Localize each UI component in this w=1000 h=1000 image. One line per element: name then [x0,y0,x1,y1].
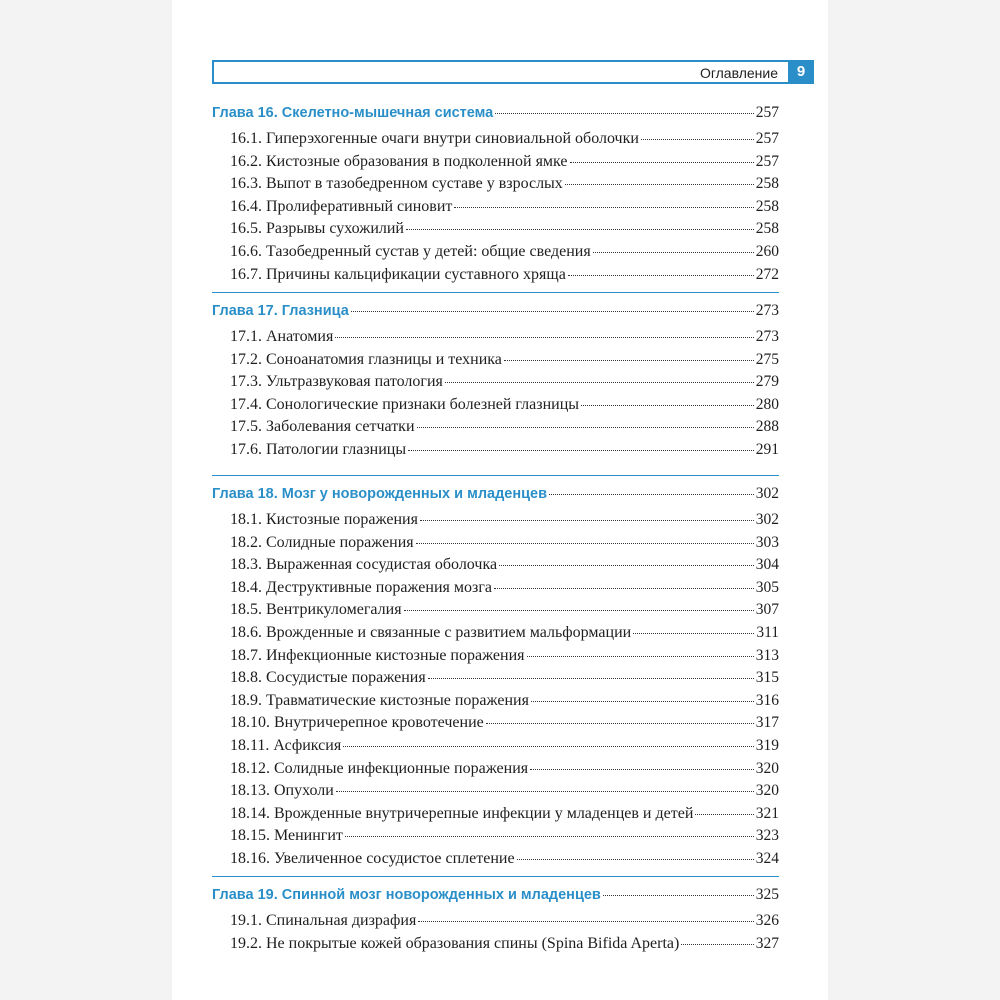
toc-section-entry[interactable] [230,935,779,953]
toc-section-entry[interactable] [230,328,779,346]
toc-section-entry-page: 275 [755,350,779,368]
toc-section-entry-page: 311 [756,624,779,641]
toc-section-entry-title: 18.6. Врожденные и связанные с развитием мальформации [230,624,632,641]
toc-section-entry-page: 258 [755,175,779,193]
dot-leader [633,633,754,634]
toc-section-entry[interactable] [230,805,779,823]
toc-section-entry[interactable] [230,373,779,391]
dot-leader [416,543,754,544]
toc-section-entry-title: 18.4. Деструктивные поражения мозга [230,578,492,596]
toc-chapter-entry-page: 325 [755,886,779,903]
dot-leader [335,337,753,338]
dot-leader [404,610,754,611]
toc-section-entry-title: 17.2. Соноанатомия глазницы и техника [230,350,502,368]
toc-section-entry-title: 18.7. Инфекционные кистозные поражения [230,646,525,664]
toc-section-entry-title: 18.12. Солидные инфекционные поражения [230,759,529,777]
toc-section-entry-title: 16.2. Кистозные образования в подколенной ямке [230,152,568,170]
toc-section-entry-title: 18.16. Увеличенное сосудистое сплетение [230,850,515,867]
dot-leader [351,311,754,312]
toc-chapter-entry-title: Глава 17. Глазница [212,303,349,319]
toc-chapter-entry-title: Глава 16. Скелетно-мышечная система [212,105,494,121]
toc-section-entry-title: 17.1. Анатомия [230,328,334,345]
toc-section-entry[interactable] [230,351,779,369]
toc-section-entry-page: 280 [755,395,779,413]
dot-leader [527,656,754,657]
toc-section-entry-page: 316 [755,691,779,709]
toc-section-entry-page: 302 [755,511,779,528]
dot-leader [549,494,754,495]
dot-leader [406,229,754,230]
dot-leader [454,207,753,208]
chapter-divider [212,475,779,476]
toc-section-entry-page: 319 [755,737,779,754]
toc-section-entry-page: 258 [755,220,779,238]
toc-section-entry-title: 18.1. Кистозные поражения [230,511,418,528]
toc-section-entry[interactable] [230,130,779,148]
toc-chapter-entry-page: 257 [755,104,779,121]
toc-section-entry-page: 303 [755,533,779,551]
toc-section-entry[interactable] [230,441,779,459]
toc-section-entry-title: 17.5. Заболевания сетчатки [230,418,415,436]
dot-leader [681,944,753,945]
toc-section-entry-page: 323 [755,827,779,845]
dot-leader [418,921,753,922]
toc-section-entry-page: 257 [755,152,779,170]
toc-chapter-entry[interactable] [212,302,779,320]
dot-leader [494,588,754,589]
toc-section-entry-page: 258 [755,197,779,215]
toc-section-entry[interactable] [230,534,779,552]
toc-section-entry-page: 273 [755,328,779,345]
toc-section-entry-title: 18.9. Травматические кистозные поражения [230,691,529,709]
toc-section-entry[interactable] [230,827,779,845]
dot-leader [343,746,754,747]
toc-section-entry-page: 320 [755,782,779,800]
toc-section-entry-title: 16.6. Тазобедренный сустав у детей: общие сведения [230,243,591,260]
toc-section-entry-title: 18.2. Солидные поражения [230,533,414,551]
dot-leader [408,450,754,451]
toc-section-entry[interactable] [230,198,779,216]
dot-leader [420,520,754,521]
toc-section-entry[interactable] [230,624,779,642]
toc-section-entry-title: 18.8. Сосудистые поражения [230,669,426,687]
dot-leader [695,814,753,815]
dot-leader [531,701,754,702]
toc-section-entry[interactable] [230,511,779,529]
dot-leader [593,252,754,253]
toc-section-entry-page: 315 [755,669,779,687]
toc-section-entry[interactable] [230,220,779,238]
toc-section-entry-page: 324 [755,850,779,867]
toc-section-entry-title: 18.15. Менингит [230,827,343,845]
toc-section-entry[interactable] [230,850,779,868]
toc-section-entry[interactable] [230,579,779,597]
toc-section-entry[interactable] [230,912,779,930]
toc-section-entry-page: 326 [755,912,779,929]
toc-section-entry-title: 19.1. Спинальная дизрафия [230,912,417,929]
toc-section-entry-page: 307 [755,601,779,619]
toc-chapter-entry-page: 273 [755,302,779,319]
toc-section-entry[interactable] [230,714,779,732]
toc-section-entry-page: 288 [755,418,779,436]
dot-leader [568,275,754,276]
toc-section-entry-page: 305 [755,578,779,596]
toc-section-entry-page: 279 [755,373,779,391]
dot-leader [345,836,754,837]
toc-section-entry[interactable] [230,737,779,755]
toc-section-entry-title: 16.4. Пролиферативный синовит [230,197,453,215]
toc-section-entry-page: 257 [755,130,779,147]
dot-leader [603,895,754,896]
page-number-badge: 9 [788,60,814,84]
toc-section-entry[interactable] [230,669,779,687]
dot-leader [570,162,754,163]
toc-section-entry-page: 304 [755,556,779,574]
toc-section-entry-title: 17.6. Патологии глазницы [230,441,407,458]
toc-chapter-entry[interactable] [212,485,779,503]
toc-section-entry-page: 272 [755,265,779,283]
toc-chapter-entry-title: Глава 18. Мозг у новорожденных и младенцев [212,486,548,502]
toc-chapter-entry-title: Глава 19. Спинной мозг новорожденных и младенцев [212,887,601,903]
toc-section-entry[interactable] [230,266,779,284]
running-header-title: Оглавление [699,65,778,81]
dot-leader [445,382,754,383]
toc-chapter-entry-page: 302 [755,485,779,502]
toc-section-entry[interactable] [230,647,779,665]
toc-section-entry[interactable] [230,601,779,619]
toc-section-entry[interactable] [230,556,779,574]
toc-section-entry-title: 16.3. Выпот в тазобедренном суставе у взрослых [230,175,563,193]
toc-section-entry-title: 18.10. Внутричерепное кровотечение [230,714,484,732]
dot-leader [336,791,754,792]
dot-leader [499,565,754,566]
dot-leader [504,360,754,361]
toc-section-entry-page: 317 [755,714,779,732]
dot-leader [565,184,754,185]
toc-section-entry[interactable] [230,175,779,193]
toc-section-entry-title: 18.13. Опухоли [230,782,334,800]
toc-section-entry-title: 18.11. Асфиксия [230,737,342,754]
dot-leader [517,859,754,860]
chapter-divider [212,876,779,877]
toc-section-entry-title: 19.2. Не покрытые кожей образования спины (Spina Bifida Aperta) [230,934,680,952]
toc-section-entry-title: 17.4. Сонологические признаки болезней глазницы [230,395,580,413]
table-of-contents [172,0,828,1000]
toc-section-entry-title: 18.14. Врожденные внутричерепные инфекции у младенцев и детей [230,804,694,822]
toc-section-entry[interactable] [230,396,779,414]
toc-section-entry[interactable] [230,760,779,778]
toc-section-entry[interactable] [230,418,779,436]
toc-section-entry-title: 17.3. Ультразвуковая патология [230,373,443,391]
dot-leader [486,723,754,724]
toc-section-entry-title: 18.3. Выраженная сосудистая оболочка [230,556,498,574]
dot-leader [581,405,754,406]
dot-leader [417,427,754,428]
toc-section-entry-page: 320 [755,759,779,777]
toc-section-entry-page: 327 [755,934,779,952]
toc-section-entry[interactable] [230,243,779,261]
book-page [172,0,828,1000]
toc-section-entry-page: 260 [755,243,779,260]
toc-section-entry-title: 16.5. Разрывы сухожилий [230,220,404,238]
dot-leader [641,139,754,140]
toc-section-entry[interactable] [230,782,779,800]
dot-leader [495,113,754,114]
toc-chapter-entry[interactable] [212,886,779,904]
toc-chapter-entry[interactable] [212,104,779,122]
toc-section-entry[interactable] [230,692,779,710]
toc-section-entry-title: 16.7. Причины кальцификации суставного хряща [230,265,566,283]
toc-section-entry-page: 291 [755,441,779,458]
toc-section-entry-title: 16.1. Гиперэхогенные очаги внутри синовиальной оболочки [230,130,639,147]
toc-section-entry-page: 313 [755,646,779,664]
toc-section-entry-page: 321 [755,804,779,822]
dot-leader [530,769,754,770]
toc-section-entry-title: 18.5. Вентрикуломегалия [230,601,402,619]
toc-section-entry[interactable] [230,153,779,171]
dot-leader [428,678,754,679]
chapter-divider [212,292,779,293]
